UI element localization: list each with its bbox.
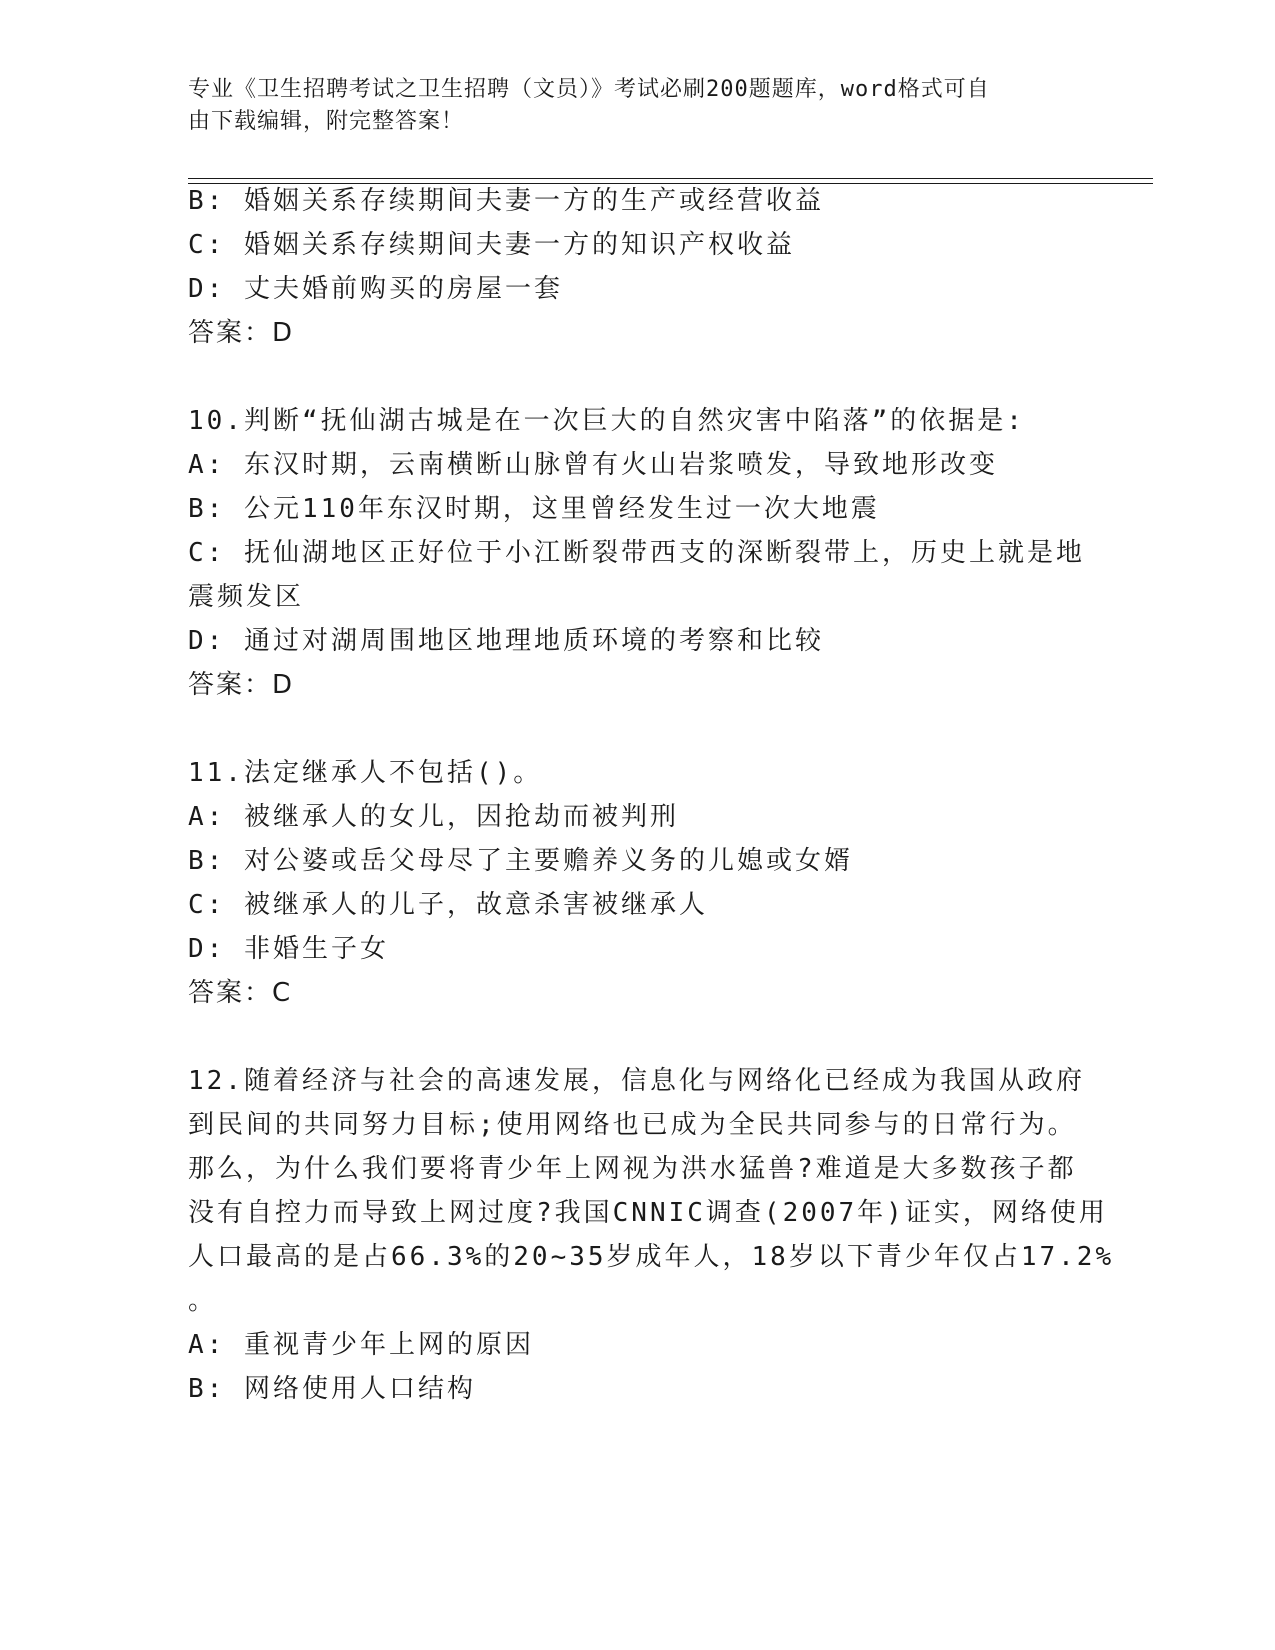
q10-option-a: A: 东汉时期，云南横断山脉曾有火山岩浆喷发，导致地形改变 bbox=[188, 450, 998, 480]
q9-answer: 答案：D bbox=[188, 318, 295, 348]
q11-option-c: C: 被继承人的儿子，故意杀害被继承人 bbox=[188, 890, 708, 920]
q11-answer: 答案：C bbox=[188, 978, 293, 1008]
q11-option-a: A: 被继承人的女儿，因抢劫而被判刑 bbox=[188, 802, 679, 832]
header-rule-top bbox=[188, 178, 1153, 179]
q12-stem-line-1: 12.随着经济与社会的高速发展，信息化与网络化已经成为我国从政府 bbox=[188, 1066, 1085, 1096]
q9-option-b: B: 婚姻关系存续期间夫妻一方的生产或经营收益 bbox=[188, 186, 824, 216]
q9-option-d: D: 丈夫婚前购买的房屋一套 bbox=[188, 274, 563, 304]
q12-stem-line-5: 人口最高的是占66.3%的20~35岁成年人，18岁以下青少年仅占17.2% bbox=[188, 1242, 1115, 1272]
q10-option-b: B: 公元110年东汉时期，这里曾经发生过一次大地震 bbox=[188, 494, 880, 524]
q11-option-b: B: 对公婆或岳父母尽了主要赡养义务的儿媳或女婿 bbox=[188, 846, 853, 876]
q12-stem-line-2: 到民间的共同努力目标;使用网络也已成为全民共同参与的日常行为。 bbox=[188, 1110, 1077, 1140]
q10-option-c-line-2: 震频发区 bbox=[188, 582, 305, 612]
q11-stem: 11.法定继承人不包括()。 bbox=[188, 758, 543, 788]
q12-option-a: A: 重视青少年上网的原因 bbox=[188, 1330, 534, 1360]
q9-option-c: C: 婚姻关系存续期间夫妻一方的知识产权收益 bbox=[188, 230, 795, 260]
q12-stem-line-6: 。 bbox=[188, 1286, 218, 1316]
q10-stem: 10.判断“抚仙湖古城是在一次巨大的自然灾害中陷落”的依据是: bbox=[188, 406, 1025, 436]
q12-option-b: B: 网络使用人口结构 bbox=[188, 1374, 476, 1404]
header-title-line-1: 专业《卫生招聘考试之卫生招聘（文员）》考试必刷200题题库，word格式可自 bbox=[188, 77, 990, 102]
q11-option-d: D: 非婚生子女 bbox=[188, 934, 389, 964]
header-title-line-2: 由下载编辑，附完整答案！ bbox=[188, 109, 465, 134]
q12-stem-line-4: 没有自控力而导致上网过度?我国CNNIC调查(2007年)证实，网络使用 bbox=[188, 1198, 1108, 1228]
q10-option-c-line-1: C: 抚仙湖地区正好位于小江断裂带西支的深断裂带上，历史上就是地 bbox=[188, 538, 1085, 568]
q10-answer: 答案：D bbox=[188, 670, 295, 700]
q12-stem-line-3: 那么，为什么我们要将青少年上网视为洪水猛兽?难道是大多数孩子都 bbox=[188, 1154, 1077, 1184]
page-header bbox=[188, 74, 1068, 138]
q10-option-d: D: 通过对湖周围地区地理地质环境的考察和比较 bbox=[188, 626, 824, 656]
